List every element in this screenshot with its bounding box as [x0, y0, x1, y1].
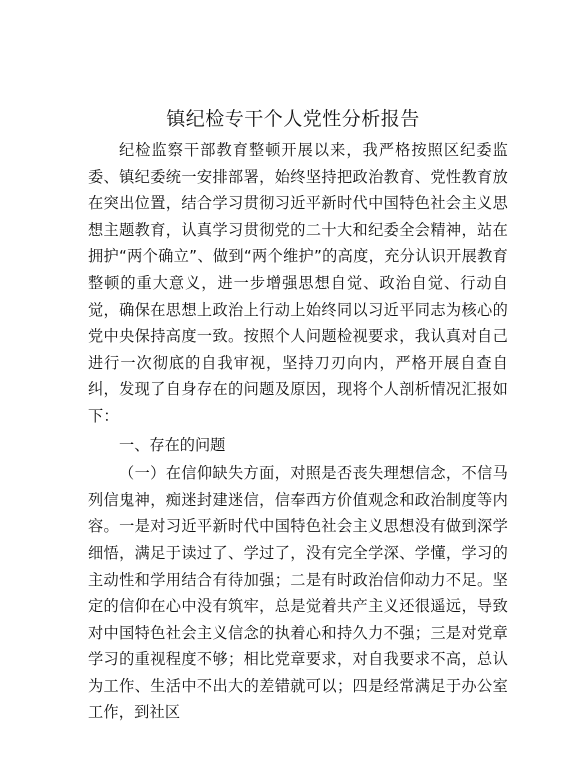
- document-title: 镇纪检专干个人党性分析报告: [166, 108, 420, 130]
- section-heading: 一、存在的问题: [119, 435, 226, 454]
- document-body: [88, 137, 508, 726]
- section-paragraph: （一）在信仰缺失方面，对照是否丧失理想信念，不信马列信鬼神，痴迷封建迷信，信奉西方价值观念和政治制度等内容。一是对习近平新时代中国特色社会主义思想没有做到深学细悟，满足于读过了、学过了，没有完全学深、学懂，学习的主动性和学用结合有待加强；二是有时政治信仰动力不足。坚定的信仰在心中没有筑牢，总是觉着共产主义还很遥远，导致对中国特色社会主义信念的执着心和持久力不强；三是对党章学习的重视程度不够；相比党章要求，对自我要求不高，总认为工作、生活中不出大的差错就可以；四是经常满足于办公室工作，到社区: [88, 464, 508, 722]
- intro-paragraph: 纪检监察干部教育整顿开展以来，我严格按照区纪委监委、镇纪委统一安排部署，始终坚持把政治教育、党性教育放在突出位置，结合学习贯彻习近平新时代中国特色社会主义思想主题教育，认真学习贯彻党的二十大和纪委全会精神，站在拥护“两个确立”、做到“两个维护”的高度，充分认识开展教育整顿的重大意义，进一步增强思想自觉、政治自觉、行动自觉，确保在思想上政治上行动上始终同以习近平同志为核心的党中央保持高度一致。按照个人问题检视要求，我认真对自己进行一次彻底的自我审视，坚持刀刃向内，严格开展自查自纠，发现了自身存在的问题及原因，现将个人剖析情况汇报如下：: [88, 141, 508, 425]
